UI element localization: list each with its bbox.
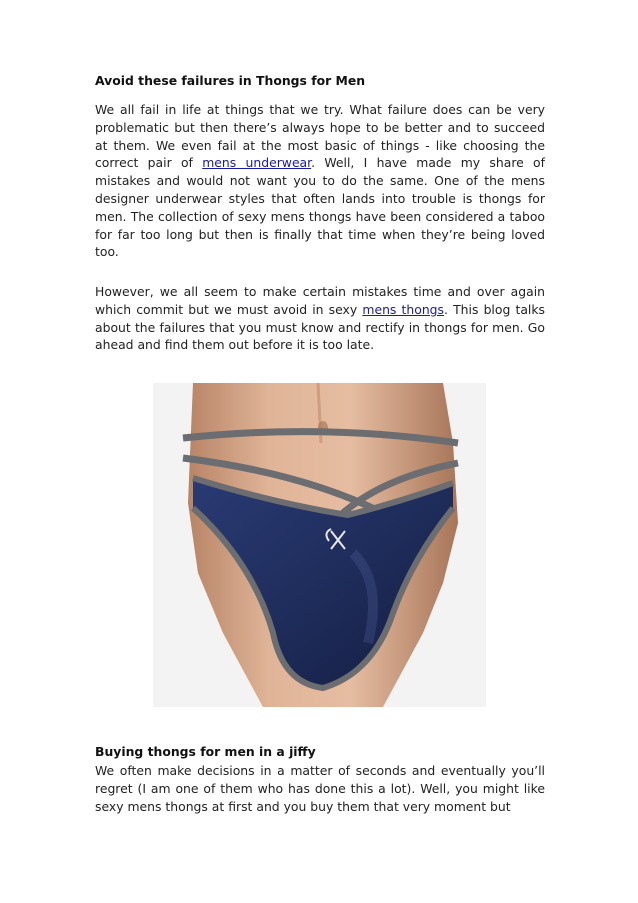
product-photo bbox=[153, 383, 486, 707]
intro-text-before-link: We all fail in life at things that we try. What failure does can be very problematic but then there’s always hope to be better and to succeed at them. We even fail at the most basic of things - like choosing the correct pair of bbox=[95, 102, 545, 171]
intro-paragraph bbox=[95, 101, 545, 261]
third-paragraph: We often make decisions in a matter of seconds and eventually you’ll regret (I am one of them who has done this a lot). Well, you might like sexy mens thongs at first and you buy them that very moment but bbox=[95, 763, 545, 814]
second-text-after-link: . This blog talks about the failures that you must know and rectify in thongs for men. Go ahead and find them out before it is too late. bbox=[95, 301, 545, 353]
thong-illustration bbox=[153, 383, 486, 707]
mens-underwear-link[interactable]: mens underwear bbox=[202, 155, 312, 171]
article-title: Avoid these failures in Thongs for Men bbox=[95, 73, 366, 88]
second-text-before-link: However, we all seem to make certain mistakes time and over again which commit but we must avoid in sexy bbox=[95, 284, 545, 317]
mens-thongs-link[interactable]: mens thongs bbox=[362, 301, 444, 317]
intro-text-after-link: . Well, I have made my share of mistakes and would not want you to do the same. One of the mens designer underwear styles that often lands into trouble is thongs for men. The collection of sexy mens thongs have been considered a taboo for far too long but then is finally that time when they’re being loved too. bbox=[95, 155, 546, 260]
section-heading: Buying thongs for men in a jiffy bbox=[95, 744, 316, 759]
second-paragraph bbox=[95, 283, 545, 354]
